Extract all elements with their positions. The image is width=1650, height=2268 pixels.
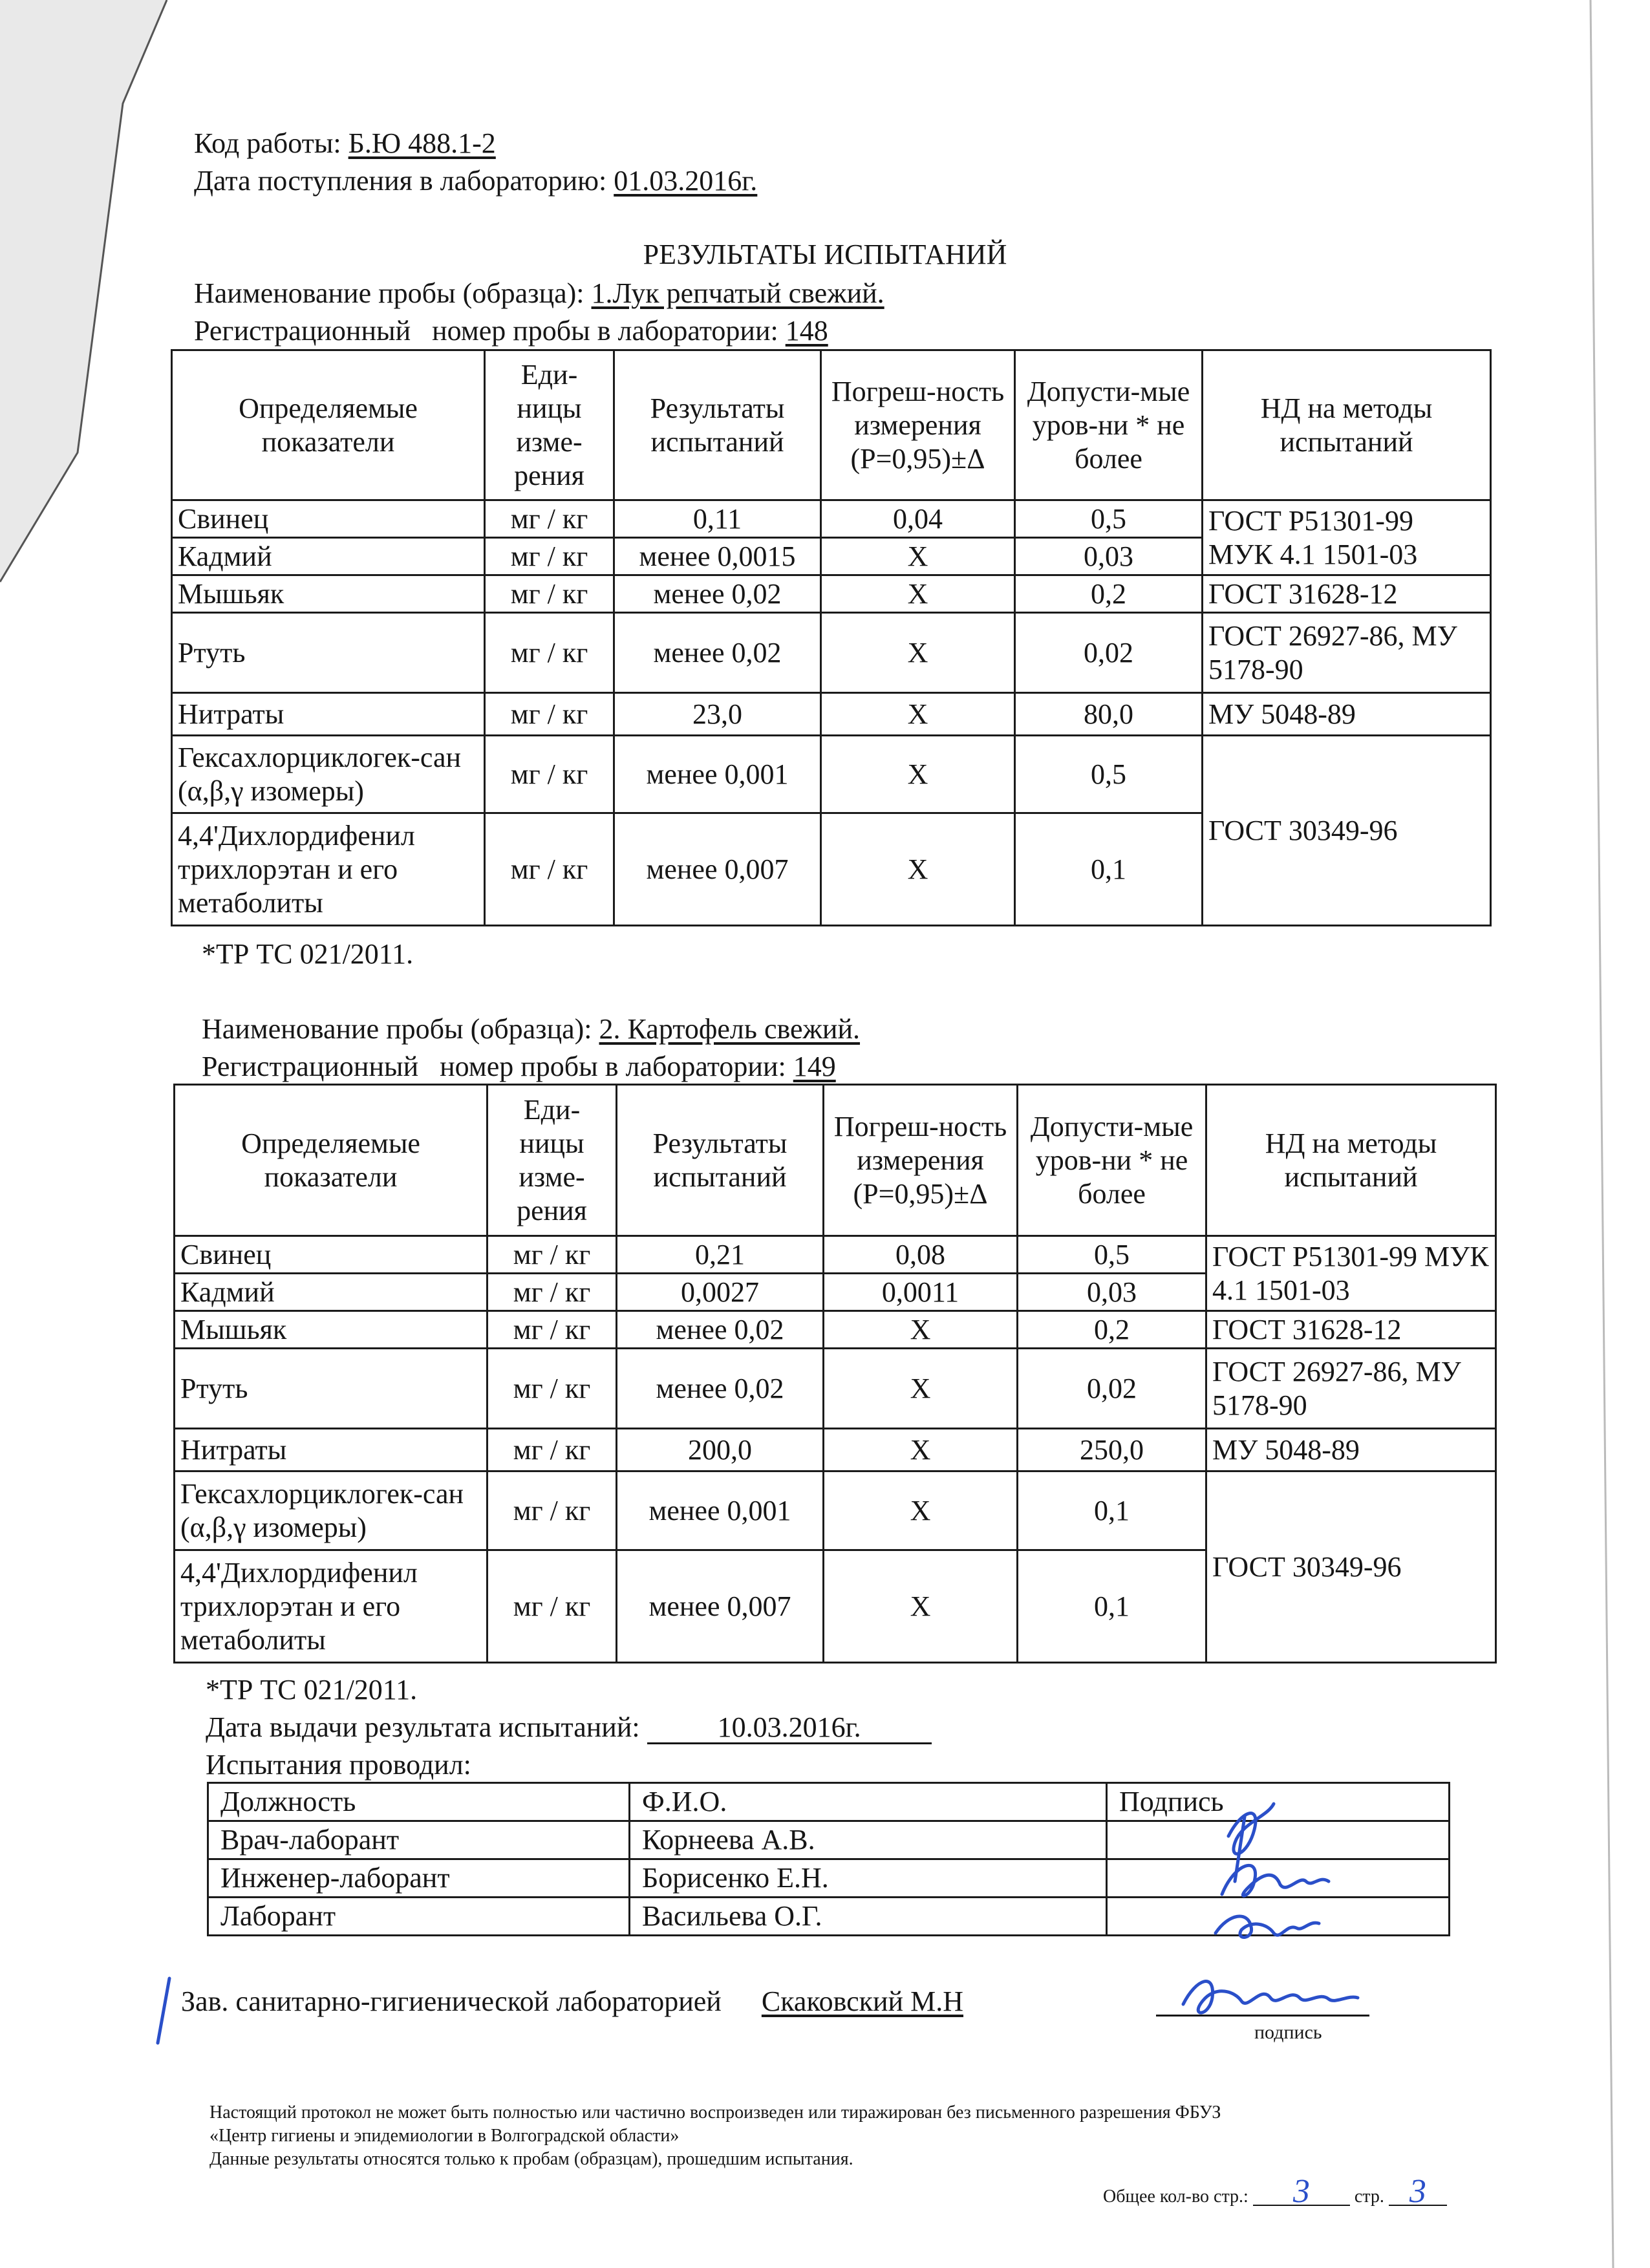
cell-indicator: Кадмий <box>175 1274 488 1311</box>
col-header-results: Результаты испытаний <box>614 350 821 500</box>
cell-result: 0,0027 <box>617 1274 824 1311</box>
page-label: стр. <box>1354 2187 1384 2207</box>
cell-units: мг / кг <box>485 736 614 813</box>
cell-error: Х <box>821 538 1015 575</box>
work-code-label: Код работы: <box>194 127 341 159</box>
head-signature <box>1164 1965 1371 2024</box>
cell-error: Х <box>821 575 1015 613</box>
cell-indicator: Ртуть <box>172 613 485 693</box>
footer-disclaimer-3: Данные результаты относятся только к пробам (образцам), прошедшим испытания. <box>209 2149 853 2169</box>
signature-3 <box>1216 1916 1319 1938</box>
cell-method: ГОСТ 30349-96 <box>1206 1471 1496 1663</box>
cell-method: МУ 5048-89 <box>1206 1429 1496 1471</box>
cell-result: менее 0,02 <box>614 613 821 693</box>
cell-result: менее 0,02 <box>617 1311 824 1349</box>
results-table-1 <box>171 349 1492 926</box>
date-received-label: Дата поступления в лабораторию: <box>194 165 607 197</box>
table-row <box>175 1429 1496 1471</box>
footer-disclaimer-2: «Центр гигиены и эпидемиологии в Волгоградской области» <box>209 2126 680 2146</box>
cell-units: мг / кг <box>485 693 614 736</box>
table-row <box>172 500 1491 538</box>
cell-error: 0,0011 <box>824 1274 1018 1311</box>
col-header-error: Погреш-ность измерения (Р=0,95)±Δ <box>821 350 1015 500</box>
cell-limit: 250,0 <box>1018 1429 1206 1471</box>
cell-result: менее 0,0015 <box>614 538 821 575</box>
sample1-reg-label: Регистрационный номер пробы в лаборатории: <box>194 315 778 347</box>
cell-indicator: Гексахлорциклогек-сан (α,β,γ изомеры) <box>175 1471 488 1550</box>
footer-disclaimer-1: Настоящий протокол не может быть полностью или частично воспроизведен или тиражирован без письменного разрешения ФБУЗ <box>209 2102 1221 2123</box>
sample1-name-line <box>194 275 884 312</box>
cell-error: Х <box>821 613 1015 693</box>
sample2-reg-number: 149 <box>793 1051 836 1082</box>
head-of-lab-line <box>181 1984 963 2020</box>
cell-method: ГОСТ 26927-86, МУ 5178-90 <box>1203 613 1491 693</box>
cell-result: менее 0,02 <box>617 1349 824 1429</box>
document-title: РЕЗУЛЬТАТЫ ИСПЫТАНИЙ <box>643 239 1007 270</box>
cell-limit: 0,5 <box>1018 1236 1206 1274</box>
cell-error: Х <box>824 1311 1018 1349</box>
cell-indicator: Нитраты <box>172 693 485 736</box>
footer-page-count <box>1103 2173 1447 2210</box>
cell-limit: 0,1 <box>1018 1550 1206 1663</box>
cell-limit: 80,0 <box>1015 693 1203 736</box>
signature-1 <box>1228 1804 1274 1881</box>
cell-method: МУ 5048-89 <box>1203 693 1491 736</box>
head-of-lab-label: Зав. санитарно-гигиенической лабораторией <box>181 1985 722 2017</box>
tester-name: Васильева О.Г. <box>630 1898 1107 1936</box>
col-header-indicator: Определяемые показатели <box>172 350 485 500</box>
signature-caption: подпись <box>1254 2022 1322 2043</box>
table-row <box>175 1236 1496 1274</box>
cell-error: Х <box>824 1349 1018 1429</box>
tester-name: Корнеева А.В. <box>630 1821 1107 1859</box>
cell-units: мг / кг <box>485 575 614 613</box>
cell-method: ГОСТ 30349-96 <box>1203 736 1491 926</box>
cell-limit: 0,02 <box>1015 613 1203 693</box>
tester-position: Инженер-лаборант <box>208 1859 630 1898</box>
testers-signatures <box>1190 1791 1384 1952</box>
pages-total-label: Общее кол-во стр.: <box>1103 2187 1248 2207</box>
date-received-value: 01.03.2016г. <box>614 165 758 197</box>
cell-indicator: 4,4'Дихлордифенил трихлорэтан и его метаболиты <box>172 813 485 926</box>
cell-method: ГОСТ Р51301-99 МУК 4.1 1501-03 <box>1203 500 1491 575</box>
cell-indicator: Свинец <box>172 500 485 538</box>
cell-limit: 0,2 <box>1015 575 1203 613</box>
cell-error: Х <box>821 693 1015 736</box>
cell-indicator: Гексахлорциклогек-сан (α,β,γ изомеры) <box>172 736 485 813</box>
col-header-units: Еди-ницы изме-рения <box>488 1085 617 1236</box>
col-header-indicator: Определяемые показатели <box>175 1085 488 1236</box>
cell-units: мг / кг <box>488 1471 617 1550</box>
cell-limit: 0,2 <box>1018 1311 1206 1349</box>
issue-date-value: 10.03.2016г. <box>647 1713 932 1744</box>
head-of-lab-name: Скаковский М.Н <box>761 1985 964 2017</box>
sample1-name: 1.Лук репчатый свежий. <box>591 277 884 309</box>
sample2-name-line <box>202 1011 860 1047</box>
tester-position: Лаборант <box>208 1898 630 1936</box>
col-header-error: Погреш-ность измерения (Р=0,95)±Δ <box>824 1085 1018 1236</box>
cell-method: ГОСТ 31628-12 <box>1203 575 1491 613</box>
cell-units: мг / кг <box>485 538 614 575</box>
sample1-reg-number: 148 <box>785 315 828 347</box>
testers-label: Испытания проводил: <box>206 1749 471 1781</box>
cell-units: мг / кг <box>485 613 614 693</box>
cell-limit: 0,5 <box>1015 500 1203 538</box>
cell-result: менее 0,001 <box>617 1471 824 1550</box>
table-header-row <box>172 350 1491 500</box>
cell-units: мг / кг <box>485 500 614 538</box>
issue-date-line <box>206 1709 932 1746</box>
table-row <box>175 1471 1496 1550</box>
cell-indicator: 4,4'Дихлордифенил трихлорэтан и его метаболиты <box>175 1550 488 1663</box>
sample2-name-label: Наименование пробы (образца): <box>202 1013 592 1045</box>
table-row <box>175 1349 1496 1429</box>
col-header-methods: НД на методы испытаний <box>1203 350 1491 500</box>
cell-units: мг / кг <box>488 1349 617 1429</box>
col-header-methods: НД на методы испытаний <box>1206 1085 1496 1236</box>
cell-limit: 0,1 <box>1015 813 1203 926</box>
testers-col-signature: Подпись <box>1107 1783 1450 1821</box>
sample2-reg-line <box>202 1049 836 1085</box>
col-header-results: Результаты испытаний <box>617 1085 824 1236</box>
table-row <box>172 693 1491 736</box>
cell-units: мг / кг <box>488 1236 617 1274</box>
table-row <box>172 613 1491 693</box>
cell-result: менее 0,001 <box>614 736 821 813</box>
sample2-note: *ТР ТС 021/2011. <box>206 1674 418 1706</box>
cell-error: 0,08 <box>824 1236 1018 1274</box>
cell-limit: 0,03 <box>1018 1274 1206 1311</box>
testers-col-name: Ф.И.О. <box>630 1783 1107 1821</box>
col-header-limits: Допусти-мые уров-ни * не более <box>1015 350 1203 500</box>
cell-indicator: Мышьяк <box>175 1311 488 1349</box>
cell-result: 200,0 <box>617 1429 824 1471</box>
work-code-value: Б.Ю 488.1-2 <box>348 127 496 159</box>
tester-position: Врач-лаборант <box>208 1821 630 1859</box>
table-row <box>175 1311 1496 1349</box>
cell-units: мг / кг <box>488 1311 617 1349</box>
cell-indicator: Ртуть <box>175 1349 488 1429</box>
signature-2 <box>1222 1865 1329 1896</box>
cell-method: ГОСТ 26927-86, МУ 5178-90 <box>1206 1349 1496 1429</box>
cell-result: 23,0 <box>614 693 821 736</box>
cell-limit: 0,5 <box>1015 736 1203 813</box>
cell-error: Х <box>824 1550 1018 1663</box>
cell-units: мг / кг <box>488 1550 617 1663</box>
tester-name: Борисенко Е.Н. <box>630 1859 1107 1898</box>
cell-result: 0,11 <box>614 500 821 538</box>
results-table-2 <box>173 1084 1497 1664</box>
sample1-note: *ТР ТС 021/2011. <box>202 938 414 970</box>
cell-result: 0,21 <box>617 1236 824 1274</box>
cell-units: мг / кг <box>485 813 614 926</box>
cell-indicator: Свинец <box>175 1236 488 1274</box>
cell-error: Х <box>824 1429 1018 1471</box>
cell-method: ГОСТ 31628-12 <box>1206 1311 1496 1349</box>
cell-indicator: Нитраты <box>175 1429 488 1471</box>
testers-col-position: Должность <box>208 1783 630 1821</box>
cell-limit: 0,02 <box>1018 1349 1206 1429</box>
sample1-name-label: Наименование пробы (образца): <box>194 277 584 309</box>
cell-error: Х <box>821 813 1015 926</box>
cell-units: мг / кг <box>488 1274 617 1311</box>
cell-limit: 0,1 <box>1018 1471 1206 1550</box>
cell-result: менее 0,02 <box>614 575 821 613</box>
cell-method: ГОСТ Р51301-99 МУК 4.1 1501-03 <box>1206 1236 1496 1311</box>
cell-result: менее 0,007 <box>614 813 821 926</box>
cell-units: мг / кг <box>488 1429 617 1471</box>
cell-error: Х <box>821 736 1015 813</box>
page-value: 3 <box>1389 2179 1447 2206</box>
col-header-units: Еди-ницы изме-рения <box>485 350 614 500</box>
cell-indicator: Кадмий <box>172 538 485 575</box>
cell-indicator: Мышьяк <box>172 575 485 613</box>
issue-date-label: Дата выдачи результата испытаний: <box>206 1711 640 1743</box>
work-code-line <box>194 125 496 162</box>
cell-result: менее 0,007 <box>617 1550 824 1663</box>
sample2-name: 2. Картофель свежий. <box>599 1013 861 1045</box>
table-row <box>172 575 1491 613</box>
date-received-line <box>194 163 757 199</box>
cell-error: 0,04 <box>821 500 1015 538</box>
cell-error: Х <box>824 1471 1018 1550</box>
pages-total-value: 3 <box>1253 2179 1350 2206</box>
cell-limit: 0,03 <box>1015 538 1203 575</box>
sample1-reg-line <box>194 313 828 349</box>
sample2-reg-label: Регистрационный номер пробы в лаборатории: <box>202 1051 786 1082</box>
margin-mark <box>150 1972 176 2049</box>
col-header-limits: Допусти-мые уров-ни * не более <box>1018 1085 1206 1236</box>
table-row <box>172 736 1491 813</box>
table-header-row <box>175 1085 1496 1236</box>
